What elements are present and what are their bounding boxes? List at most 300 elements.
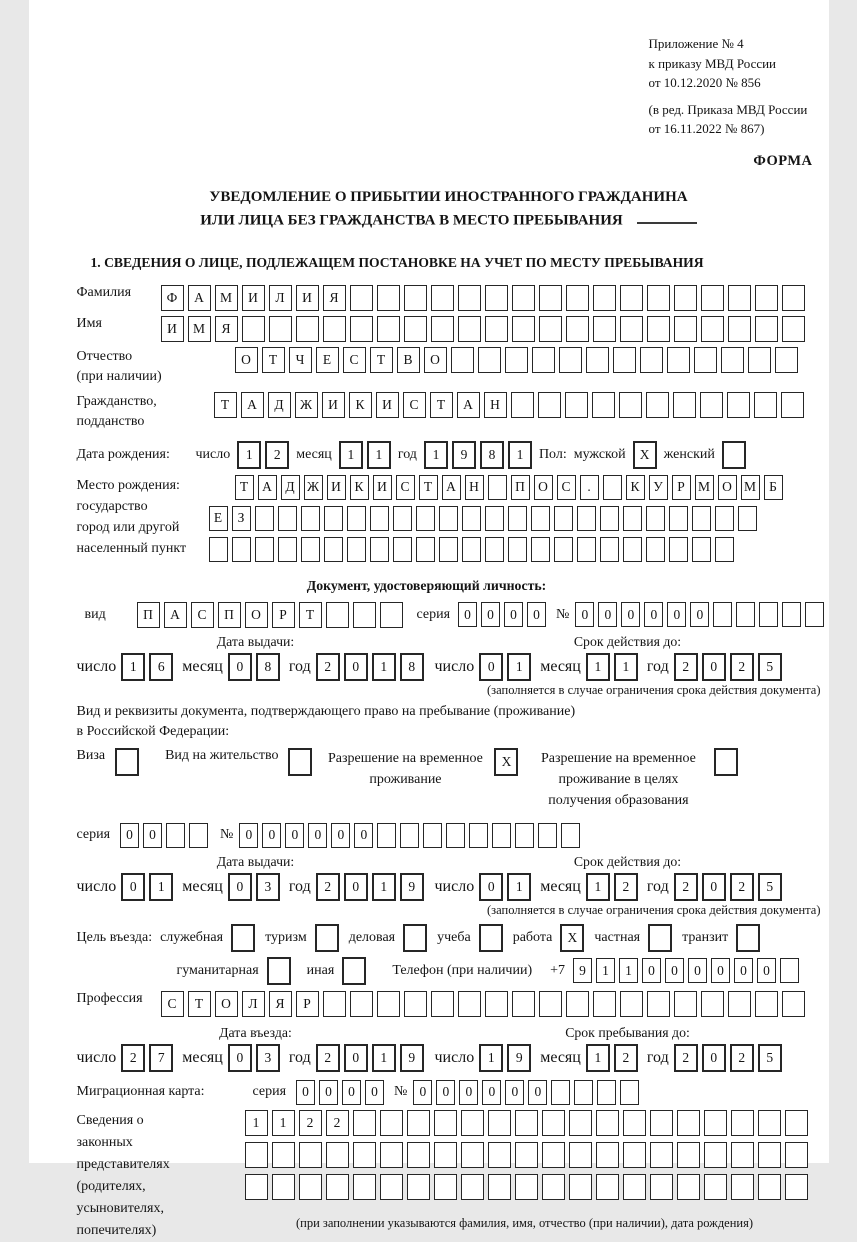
male-checkbox[interactable]: X	[633, 441, 657, 469]
char-cell[interactable]: Ж	[295, 392, 318, 418]
char-cell[interactable]	[461, 1110, 484, 1136]
char-cell[interactable]	[647, 991, 670, 1017]
purpose-humanitarian-checkbox[interactable]	[267, 957, 291, 985]
char-cell[interactable]	[323, 991, 346, 1017]
char-cell[interactable]	[532, 347, 555, 373]
char-cell[interactable]: 0	[479, 873, 503, 901]
char-cell[interactable]	[646, 537, 665, 562]
char-cell[interactable]: 9	[573, 958, 592, 983]
char-cell[interactable]: 0	[344, 873, 368, 901]
char-cell[interactable]	[694, 347, 717, 373]
char-cell[interactable]: С	[191, 602, 214, 628]
char-cell[interactable]	[431, 991, 454, 1017]
char-cell[interactable]: Ж	[304, 475, 323, 500]
char-cell[interactable]: 8	[256, 653, 280, 681]
char-cell[interactable]: И	[376, 392, 399, 418]
char-cell[interactable]	[596, 1174, 619, 1200]
char-cell[interactable]	[785, 1110, 808, 1136]
char-cell[interactable]	[704, 1174, 727, 1200]
char-cell[interactable]	[278, 506, 297, 531]
char-cell[interactable]	[715, 506, 734, 531]
char-cell[interactable]	[586, 347, 609, 373]
char-cell[interactable]	[623, 1110, 646, 1136]
char-cell[interactable]	[515, 1142, 538, 1168]
char-cell[interactable]	[554, 537, 573, 562]
char-cell[interactable]: 7	[149, 1044, 173, 1072]
char-cell[interactable]	[600, 537, 619, 562]
char-cell[interactable]	[704, 1110, 727, 1136]
char-cell[interactable]: Т	[370, 347, 393, 373]
char-cell[interactable]: 0	[228, 873, 252, 901]
purpose-business-checkbox[interactable]	[403, 924, 427, 952]
char-cell[interactable]	[574, 1080, 593, 1105]
char-cell[interactable]: 0	[479, 653, 503, 681]
char-cell[interactable]	[434, 1110, 457, 1136]
char-cell[interactable]: 1	[272, 1110, 295, 1136]
char-cell[interactable]	[232, 537, 251, 562]
char-cell[interactable]: 0	[598, 602, 617, 627]
char-cell[interactable]: 0	[621, 602, 640, 627]
char-cell[interactable]: 0	[481, 602, 500, 627]
char-cell[interactable]: 0	[342, 1080, 361, 1105]
char-cell[interactable]	[380, 602, 403, 628]
char-cell[interactable]: И	[327, 475, 346, 500]
char-cell[interactable]: А	[457, 392, 480, 418]
char-cell[interactable]	[561, 823, 580, 848]
char-cell[interactable]: 1	[479, 1044, 503, 1072]
char-cell[interactable]	[577, 506, 596, 531]
char-cell[interactable]: 0	[702, 873, 726, 901]
char-cell[interactable]: Е	[209, 506, 228, 531]
char-cell[interactable]: 3	[256, 873, 280, 901]
char-cell[interactable]	[485, 506, 504, 531]
char-cell[interactable]: Ф	[161, 285, 184, 311]
char-cell[interactable]	[301, 537, 320, 562]
char-cell[interactable]: 1	[149, 873, 173, 901]
char-cell[interactable]	[619, 392, 642, 418]
char-cell[interactable]	[775, 347, 798, 373]
char-cell[interactable]: 0	[702, 653, 726, 681]
char-cell[interactable]: 0	[319, 1080, 338, 1105]
char-cell[interactable]	[407, 1142, 430, 1168]
char-cell[interactable]	[377, 285, 400, 311]
char-cell[interactable]	[299, 1174, 322, 1200]
char-cell[interactable]	[416, 537, 435, 562]
char-cell[interactable]	[669, 506, 688, 531]
char-cell[interactable]	[782, 991, 805, 1017]
char-cell[interactable]	[593, 316, 616, 342]
char-cell[interactable]	[539, 285, 562, 311]
char-cell[interactable]: 1	[237, 441, 261, 469]
char-cell[interactable]	[566, 285, 589, 311]
char-cell[interactable]	[759, 602, 778, 627]
char-cell[interactable]: Л	[242, 991, 265, 1017]
char-cell[interactable]	[245, 1142, 268, 1168]
char-cell[interactable]	[721, 347, 744, 373]
char-cell[interactable]: 0	[228, 1044, 252, 1072]
char-cell[interactable]	[713, 602, 732, 627]
char-cell[interactable]: 0	[365, 1080, 384, 1105]
char-cell[interactable]: Я	[269, 991, 292, 1017]
char-cell[interactable]: 0	[667, 602, 686, 627]
char-cell[interactable]: 0	[296, 1080, 315, 1105]
char-cell[interactable]	[538, 392, 561, 418]
char-cell[interactable]	[439, 506, 458, 531]
char-cell[interactable]	[439, 537, 458, 562]
char-cell[interactable]: Д	[281, 475, 300, 500]
char-cell[interactable]	[400, 823, 419, 848]
char-cell[interactable]: 0	[665, 958, 684, 983]
char-cell[interactable]: Л	[269, 285, 292, 311]
purpose-other-checkbox[interactable]	[342, 957, 366, 985]
char-cell[interactable]: А	[188, 285, 211, 311]
char-cell[interactable]	[704, 1142, 727, 1168]
char-cell[interactable]	[539, 991, 562, 1017]
char-cell[interactable]: 0	[688, 958, 707, 983]
char-cell[interactable]: К	[350, 475, 369, 500]
char-cell[interactable]	[407, 1174, 430, 1200]
char-cell[interactable]: Н	[484, 392, 507, 418]
char-cell[interactable]	[255, 506, 274, 531]
char-cell[interactable]: 0	[121, 873, 145, 901]
char-cell[interactable]: 2	[316, 1044, 340, 1072]
purpose-transit-checkbox[interactable]	[736, 924, 760, 952]
char-cell[interactable]: 1	[586, 1044, 610, 1072]
char-cell[interactable]	[559, 347, 582, 373]
char-cell[interactable]: Е	[316, 347, 339, 373]
char-cell[interactable]	[755, 991, 778, 1017]
char-cell[interactable]	[393, 506, 412, 531]
char-cell[interactable]	[592, 392, 615, 418]
female-checkbox[interactable]	[722, 441, 746, 469]
char-cell[interactable]: П	[218, 602, 241, 628]
char-cell[interactable]: З	[232, 506, 251, 531]
char-cell[interactable]: А	[164, 602, 187, 628]
char-cell[interactable]: Н	[465, 475, 484, 500]
char-cell[interactable]	[728, 316, 751, 342]
char-cell[interactable]: 0	[575, 602, 594, 627]
char-cell[interactable]: 1	[121, 653, 145, 681]
char-cell[interactable]	[326, 1174, 349, 1200]
char-cell[interactable]	[728, 991, 751, 1017]
char-cell[interactable]: И	[373, 475, 392, 500]
char-cell[interactable]	[542, 1142, 565, 1168]
char-cell[interactable]: 8	[480, 441, 504, 469]
char-cell[interactable]: А	[442, 475, 461, 500]
char-cell[interactable]	[485, 537, 504, 562]
temp-permit-checkbox[interactable]: X	[494, 748, 518, 776]
char-cell[interactable]: 9	[452, 441, 476, 469]
purpose-official-checkbox[interactable]	[231, 924, 255, 952]
char-cell[interactable]: О	[534, 475, 553, 500]
char-cell[interactable]: П	[511, 475, 530, 500]
char-cell[interactable]: А	[258, 475, 277, 500]
char-cell[interactable]: 1	[245, 1110, 268, 1136]
char-cell[interactable]	[600, 506, 619, 531]
char-cell[interactable]	[478, 347, 501, 373]
char-cell[interactable]	[512, 991, 535, 1017]
char-cell[interactable]: 2	[326, 1110, 349, 1136]
char-cell[interactable]: 0	[459, 1080, 478, 1105]
char-cell[interactable]: Ч	[289, 347, 312, 373]
char-cell[interactable]	[515, 1110, 538, 1136]
char-cell[interactable]: 1	[372, 873, 396, 901]
char-cell[interactable]: С	[403, 392, 426, 418]
char-cell[interactable]	[462, 506, 481, 531]
char-cell[interactable]: 0	[143, 823, 162, 848]
char-cell[interactable]	[209, 537, 228, 562]
char-cell[interactable]	[380, 1174, 403, 1200]
char-cell[interactable]: 5	[758, 653, 782, 681]
char-cell[interactable]: Т	[430, 392, 453, 418]
char-cell[interactable]	[701, 285, 724, 311]
char-cell[interactable]	[577, 537, 596, 562]
char-cell[interactable]	[758, 1142, 781, 1168]
char-cell[interactable]	[805, 602, 824, 627]
char-cell[interactable]: 0	[120, 823, 139, 848]
char-cell[interactable]: А	[241, 392, 264, 418]
char-cell[interactable]: Р	[672, 475, 691, 500]
char-cell[interactable]	[380, 1110, 403, 1136]
char-cell[interactable]: 0	[757, 958, 776, 983]
purpose-study-checkbox[interactable]	[479, 924, 503, 952]
char-cell[interactable]: 9	[400, 873, 424, 901]
char-cell[interactable]	[780, 958, 799, 983]
char-cell[interactable]	[781, 392, 804, 418]
char-cell[interactable]: К	[626, 475, 645, 500]
char-cell[interactable]	[738, 506, 757, 531]
char-cell[interactable]: 2	[730, 873, 754, 901]
char-cell[interactable]	[565, 392, 588, 418]
char-cell[interactable]	[566, 316, 589, 342]
char-cell[interactable]	[593, 285, 616, 311]
char-cell[interactable]: 0	[702, 1044, 726, 1072]
char-cell[interactable]	[189, 823, 208, 848]
char-cell[interactable]	[488, 1110, 511, 1136]
char-cell[interactable]	[353, 1174, 376, 1200]
char-cell[interactable]: 2	[316, 873, 340, 901]
char-cell[interactable]: О	[718, 475, 737, 500]
char-cell[interactable]: 2	[674, 873, 698, 901]
char-cell[interactable]	[674, 991, 697, 1017]
char-cell[interactable]	[620, 285, 643, 311]
char-cell[interactable]	[782, 285, 805, 311]
char-cell[interactable]	[269, 316, 292, 342]
char-cell[interactable]	[731, 1142, 754, 1168]
char-cell[interactable]	[782, 602, 801, 627]
char-cell[interactable]	[569, 1142, 592, 1168]
char-cell[interactable]: 2	[674, 1044, 698, 1072]
char-cell[interactable]	[667, 347, 690, 373]
char-cell[interactable]	[255, 537, 274, 562]
char-cell[interactable]: М	[741, 475, 760, 500]
char-cell[interactable]	[458, 991, 481, 1017]
char-cell[interactable]	[323, 316, 346, 342]
char-cell[interactable]: И	[296, 285, 319, 311]
char-cell[interactable]: 9	[507, 1044, 531, 1072]
char-cell[interactable]	[461, 1174, 484, 1200]
char-cell[interactable]	[272, 1142, 295, 1168]
char-cell[interactable]: М	[188, 316, 211, 342]
char-cell[interactable]: 0	[734, 958, 753, 983]
char-cell[interactable]	[593, 991, 616, 1017]
char-cell[interactable]	[404, 316, 427, 342]
char-cell[interactable]	[446, 823, 465, 848]
char-cell[interactable]	[715, 537, 734, 562]
char-cell[interactable]: Я	[323, 285, 346, 311]
char-cell[interactable]	[512, 316, 535, 342]
char-cell[interactable]	[326, 602, 349, 628]
char-cell[interactable]	[431, 316, 454, 342]
char-cell[interactable]	[785, 1174, 808, 1200]
char-cell[interactable]: 9	[400, 1044, 424, 1072]
char-cell[interactable]	[620, 1080, 639, 1105]
char-cell[interactable]	[393, 537, 412, 562]
char-cell[interactable]: 2	[316, 653, 340, 681]
char-cell[interactable]	[647, 316, 670, 342]
char-cell[interactable]	[701, 316, 724, 342]
char-cell[interactable]	[353, 1110, 376, 1136]
char-cell[interactable]	[531, 506, 550, 531]
char-cell[interactable]	[620, 316, 643, 342]
char-cell[interactable]: И	[161, 316, 184, 342]
char-cell[interactable]: Б	[764, 475, 783, 500]
char-cell[interactable]: 1	[339, 441, 363, 469]
char-cell[interactable]	[407, 1110, 430, 1136]
char-cell[interactable]	[700, 392, 723, 418]
char-cell[interactable]: 1	[367, 441, 391, 469]
char-cell[interactable]: 0	[413, 1080, 432, 1105]
char-cell[interactable]	[462, 537, 481, 562]
char-cell[interactable]: С	[557, 475, 576, 500]
char-cell[interactable]	[692, 537, 711, 562]
char-cell[interactable]	[404, 285, 427, 311]
char-cell[interactable]: К	[349, 392, 372, 418]
char-cell[interactable]: П	[137, 602, 160, 628]
char-cell[interactable]	[623, 537, 642, 562]
char-cell[interactable]	[485, 991, 508, 1017]
char-cell[interactable]	[758, 1110, 781, 1136]
char-cell[interactable]: 0	[711, 958, 730, 983]
char-cell[interactable]	[650, 1110, 673, 1136]
char-cell[interactable]	[623, 506, 642, 531]
char-cell[interactable]	[512, 285, 535, 311]
char-cell[interactable]: 0	[344, 1044, 368, 1072]
char-cell[interactable]: 0	[354, 823, 373, 848]
char-cell[interactable]: 0	[308, 823, 327, 848]
char-cell[interactable]	[620, 991, 643, 1017]
char-cell[interactable]	[650, 1142, 673, 1168]
char-cell[interactable]	[505, 347, 528, 373]
char-cell[interactable]: 2	[730, 1044, 754, 1072]
char-cell[interactable]: .	[580, 475, 599, 500]
char-cell[interactable]: 8	[400, 653, 424, 681]
char-cell[interactable]	[353, 1142, 376, 1168]
char-cell[interactable]: 1	[596, 958, 615, 983]
char-cell[interactable]	[674, 285, 697, 311]
char-cell[interactable]: 1	[372, 1044, 396, 1072]
char-cell[interactable]: 1	[507, 653, 531, 681]
char-cell[interactable]	[451, 347, 474, 373]
char-cell[interactable]	[326, 1142, 349, 1168]
char-cell[interactable]: 0	[528, 1080, 547, 1105]
char-cell[interactable]: Р	[296, 991, 319, 1017]
char-cell[interactable]	[166, 823, 185, 848]
char-cell[interactable]: 2	[265, 441, 289, 469]
char-cell[interactable]	[748, 347, 771, 373]
char-cell[interactable]	[299, 1142, 322, 1168]
char-cell[interactable]	[377, 991, 400, 1017]
char-cell[interactable]	[650, 1174, 673, 1200]
char-cell[interactable]: И	[242, 285, 265, 311]
char-cell[interactable]	[596, 1142, 619, 1168]
char-cell[interactable]	[754, 392, 777, 418]
char-cell[interactable]: Т	[214, 392, 237, 418]
char-cell[interactable]: 0	[642, 958, 661, 983]
char-cell[interactable]	[347, 537, 366, 562]
char-cell[interactable]: Д	[268, 392, 291, 418]
char-cell[interactable]: О	[245, 602, 268, 628]
char-cell[interactable]: Я	[215, 316, 238, 342]
char-cell[interactable]	[272, 1174, 295, 1200]
char-cell[interactable]	[755, 285, 778, 311]
char-cell[interactable]	[377, 823, 396, 848]
char-cell[interactable]: Т	[419, 475, 438, 500]
char-cell[interactable]	[782, 316, 805, 342]
char-cell[interactable]	[508, 506, 527, 531]
char-cell[interactable]	[461, 1142, 484, 1168]
char-cell[interactable]	[785, 1142, 808, 1168]
char-cell[interactable]	[692, 506, 711, 531]
char-cell[interactable]	[492, 823, 511, 848]
char-cell[interactable]: С	[161, 991, 184, 1017]
char-cell[interactable]: 1	[619, 958, 638, 983]
char-cell[interactable]	[554, 506, 573, 531]
char-cell[interactable]	[542, 1174, 565, 1200]
char-cell[interactable]	[458, 285, 481, 311]
char-cell[interactable]: 2	[299, 1110, 322, 1136]
char-cell[interactable]: 2	[674, 653, 698, 681]
char-cell[interactable]	[551, 1080, 570, 1105]
purpose-tourism-checkbox[interactable]	[315, 924, 339, 952]
char-cell[interactable]	[485, 285, 508, 311]
char-cell[interactable]	[646, 506, 665, 531]
char-cell[interactable]: 0	[505, 1080, 524, 1105]
char-cell[interactable]: 5	[758, 1044, 782, 1072]
char-cell[interactable]	[736, 602, 755, 627]
edu-permit-checkbox[interactable]	[714, 748, 738, 776]
char-cell[interactable]	[458, 316, 481, 342]
visa-checkbox[interactable]	[115, 748, 139, 776]
char-cell[interactable]: Т	[299, 602, 322, 628]
char-cell[interactable]: 1	[586, 873, 610, 901]
char-cell[interactable]	[350, 316, 373, 342]
char-cell[interactable]	[488, 475, 507, 500]
char-cell[interactable]	[597, 1080, 616, 1105]
char-cell[interactable]	[416, 506, 435, 531]
char-cell[interactable]: 0	[262, 823, 281, 848]
char-cell[interactable]: 3	[256, 1044, 280, 1072]
char-cell[interactable]: 1	[424, 441, 448, 469]
char-cell[interactable]	[731, 1174, 754, 1200]
purpose-work-checkbox[interactable]: X	[560, 924, 584, 952]
char-cell[interactable]	[669, 537, 688, 562]
char-cell[interactable]: 1	[507, 873, 531, 901]
char-cell[interactable]: М	[695, 475, 714, 500]
char-cell[interactable]	[677, 1142, 700, 1168]
char-cell[interactable]	[677, 1110, 700, 1136]
char-cell[interactable]: Т	[235, 475, 254, 500]
